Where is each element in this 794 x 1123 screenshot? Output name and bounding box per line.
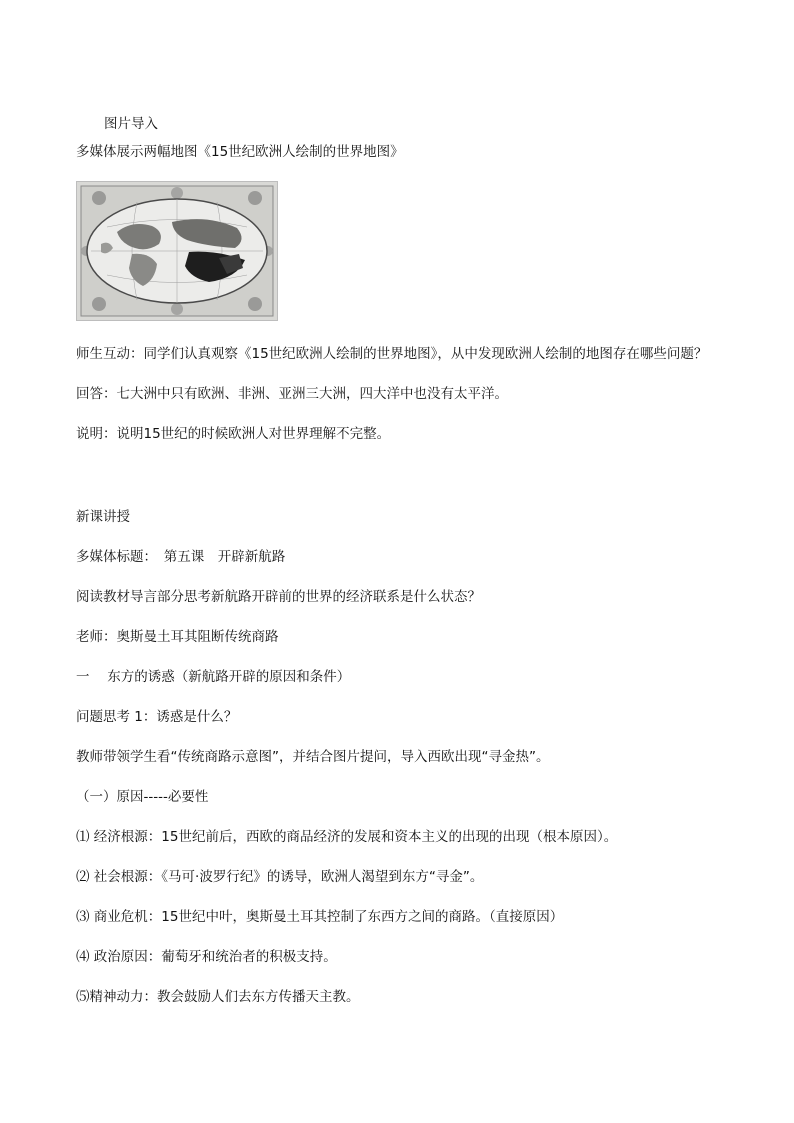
list-item-political-reason: ⑷ 政治原因：葡萄牙和统治者的积极支持。 bbox=[76, 949, 337, 965]
paragraph-question-1: 问题思考 1：诱惑是什么？ bbox=[76, 709, 238, 725]
section-heading-eastern-temptation: 一 东方的诱惑（新航路开辟的原因和条件） bbox=[76, 669, 351, 685]
list-item-social-root: ⑵ 社会根源：《马可·波罗行纪》的诱导，欧洲人渴望到东方“寻金”。 bbox=[76, 869, 484, 885]
paragraph-teacher-statement: 老师：奥斯曼土耳其阻断传统商路 bbox=[76, 629, 279, 645]
list-item-commercial-crisis: ⑶ 商业危机：15世纪中叶，奥斯曼土耳其控制了东西方之间的商路。（直接原因） bbox=[76, 909, 564, 925]
list-item-spiritual-motivation: ⑸精神动力：教会鼓励人们去东方传播天主教。 bbox=[76, 989, 360, 1005]
section-heading-new-lesson: 新课讲授 bbox=[76, 509, 130, 525]
paragraph-explanation: 说明：说明15世纪的时候欧洲人对世界理解不完整。 bbox=[76, 426, 391, 442]
subheading-causes: （一）原因-----必要性 bbox=[76, 789, 209, 805]
paragraph-teacher-student-interaction: 师生互动：同学们认真观察《15世纪欧洲人绘制的世界地图》，从中发现欧洲人绘制的地图存在哪些问题？ bbox=[76, 346, 708, 362]
section-heading-picture-intro: 图片导入 bbox=[104, 116, 158, 132]
world-map-image bbox=[76, 181, 278, 321]
paragraph-multimedia-maps: 多媒体展示两幅地图《15世纪欧洲人绘制的世界地图》 bbox=[76, 144, 404, 160]
paragraph-multimedia-title: 多媒体标题： 第五课 开辟新航路 bbox=[76, 549, 286, 565]
paragraph-teacher-guidance: 教师带领学生看“传统商路示意图”，并结合图片提问，导入西欧出现“寻金热”。 bbox=[76, 749, 550, 765]
paragraph-reading-question: 阅读教材导言部分思考新航路开辟前的世界的经济联系是什么状态？ bbox=[76, 589, 481, 605]
list-item-economic-root: ⑴ 经济根源：15世纪前后，西欧的商品经济的发展和资本主义的出现的出现（根本原因）。 bbox=[76, 829, 618, 845]
ptolemy-world-map-illustration bbox=[77, 182, 277, 320]
paragraph-answer: 回答：七大洲中只有欧洲、非洲、亚洲三大洲，四大洋中也没有太平洋。 bbox=[76, 386, 508, 402]
